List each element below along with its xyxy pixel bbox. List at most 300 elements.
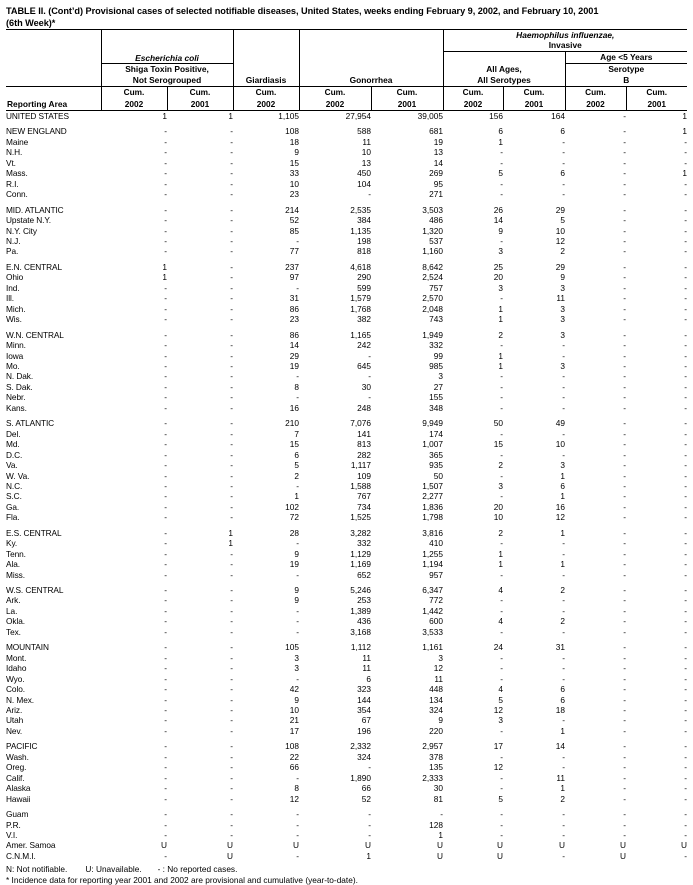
- row-cell-value: 128: [429, 819, 443, 830]
- row-cell-value: 8,642: [422, 261, 443, 272]
- row-cell-value: 365: [429, 449, 443, 460]
- table-row: [6, 351, 687, 361]
- row-cell-value: -: [164, 189, 167, 200]
- row-cell-value: -: [623, 282, 626, 293]
- row-cell-value: U: [293, 840, 299, 851]
- row-cell-value: 3: [498, 246, 503, 257]
- row-cell-value: -: [623, 684, 626, 695]
- row-area-label: Oreg.: [6, 762, 27, 773]
- row-cell-value: 3: [498, 480, 503, 491]
- table-row: [6, 418, 687, 428]
- row-area-label: Mo.: [6, 360, 20, 371]
- row-cell-value: -: [562, 809, 565, 820]
- row-cell-value: -: [230, 157, 233, 168]
- row-cell-value: -: [562, 673, 565, 684]
- row-cell-value: -: [623, 470, 626, 481]
- row-area-label: Ill.: [6, 293, 14, 304]
- row-cell-value: 1,161: [422, 642, 443, 653]
- row-cell-value: -: [623, 371, 626, 382]
- row-cell-value: -: [500, 491, 503, 502]
- row-cell-value: 242: [357, 340, 371, 351]
- row-cell-value: -: [500, 402, 503, 413]
- row-cell-value: -: [296, 605, 299, 616]
- row-cell-value: -: [623, 350, 626, 361]
- row-cell-value: 1: [498, 559, 503, 570]
- row-area-label: Mass.: [6, 168, 28, 179]
- row-cell-value: -: [164, 751, 167, 762]
- row-cell-value: 1: [498, 136, 503, 147]
- row-cell-value: 818: [357, 246, 371, 257]
- row-cell-value: -: [230, 762, 233, 773]
- row-cell-value: -: [230, 673, 233, 684]
- header-blank-a4: [299, 30, 443, 52]
- row-cell-value: 6,347: [422, 585, 443, 596]
- row-cell-value: 2,535: [350, 204, 371, 215]
- row-cell-value: 9: [294, 147, 299, 158]
- header-ecoli-italic: Escherichia coli: [135, 53, 199, 64]
- row-cell-value: 164: [551, 111, 565, 121]
- row-cell-value: -: [296, 569, 299, 580]
- row-cell-value: 5,246: [350, 585, 371, 596]
- row-cell-value: 1: [498, 548, 503, 559]
- row-cell-value: -: [623, 111, 626, 121]
- row-cell-value: -: [623, 178, 626, 189]
- row-cell-value: -: [500, 538, 503, 549]
- table-row: [6, 137, 687, 147]
- row-cell-value: -: [296, 830, 299, 840]
- header-col-hflu-serob-2002: [565, 87, 626, 111]
- row-cell-value: -: [623, 793, 626, 804]
- row-cell-value: -: [230, 402, 233, 413]
- table-row: [6, 429, 687, 439]
- table-row: [6, 392, 687, 402]
- row-cell-value: -: [684, 585, 687, 596]
- row-cell-value: -: [296, 538, 299, 549]
- row-cell-value: 324: [357, 751, 371, 762]
- row-cell-value: -: [623, 491, 626, 502]
- table-row: [6, 126, 687, 136]
- row-area-label: E.S. CENTRAL: [6, 527, 62, 538]
- row-cell-value: -: [684, 303, 687, 314]
- table-row: [6, 684, 687, 694]
- row-cell-value: 410: [429, 538, 443, 549]
- table-row: [6, 236, 687, 246]
- row-cell-value: 30: [361, 381, 371, 392]
- row-area-label: N.C.: [6, 480, 23, 491]
- row-cell-value: 3: [438, 652, 443, 663]
- row-cell-value: -: [164, 512, 167, 523]
- row-cell-value: -: [684, 261, 687, 272]
- header-ecoli-sub2: Not Serogrouped: [132, 75, 202, 86]
- row-cell-value: 33: [289, 168, 299, 179]
- row-cell-value: -: [623, 480, 626, 491]
- row-area-label: Kans.: [6, 402, 27, 413]
- header-col-hflu-allages-2002: [443, 87, 503, 111]
- row-cell-value: -: [684, 293, 687, 304]
- row-cell-value: -: [500, 371, 503, 382]
- row-cell-value: -: [623, 360, 626, 371]
- row-cell-value: -: [230, 235, 233, 246]
- row-cell-value: -: [164, 819, 167, 830]
- row-area-label: Utah: [6, 715, 24, 726]
- header-haemophilus-group: [443, 30, 687, 52]
- row-cell-value: -: [623, 772, 626, 783]
- row-cell-value: 2: [560, 793, 565, 804]
- row-cell-value: 16: [555, 501, 565, 512]
- row-cell-value: 5: [498, 168, 503, 179]
- row-cell-value: -: [368, 762, 371, 773]
- row-cell-value: 1: [366, 850, 371, 861]
- row-cell-value: -: [623, 642, 626, 653]
- row-cell-value: -: [500, 772, 503, 783]
- header-age-under5-cell: [565, 52, 687, 64]
- row-cell-value: -: [562, 350, 565, 361]
- header-row-subgroups: [6, 52, 687, 64]
- table-row: [6, 147, 687, 157]
- row-cell-value: -: [684, 178, 687, 189]
- row-cell-value: 7,076: [350, 418, 371, 429]
- row-cell-value: 14: [493, 215, 503, 226]
- row-cell-value: -: [230, 684, 233, 695]
- row-area-label: W.N. CENTRAL: [6, 329, 64, 340]
- row-cell-value: -: [623, 512, 626, 523]
- table-row: [6, 794, 687, 804]
- row-cell-value: -: [500, 428, 503, 439]
- row-cell-value: -: [368, 830, 371, 840]
- row-cell-value: -: [623, 381, 626, 392]
- table-row: [6, 330, 687, 340]
- row-area-label: Wyo.: [6, 673, 25, 684]
- row-cell-value: 6: [560, 168, 565, 179]
- row-cell-value: 3,282: [350, 527, 371, 538]
- row-cell-value: -: [684, 491, 687, 502]
- row-cell-value: -: [623, 585, 626, 596]
- row-cell-value: -: [684, 663, 687, 674]
- row-cell-value: 2,524: [422, 272, 443, 283]
- row-cell-value: 10: [289, 705, 299, 716]
- row-cell-value: 767: [357, 491, 371, 502]
- row-cell-value: 772: [429, 595, 443, 606]
- row-cell-value: -: [230, 168, 233, 179]
- row-area-label: Conn.: [6, 189, 28, 200]
- row-cell-value: 29: [555, 261, 565, 272]
- row-cell-value: -: [164, 684, 167, 695]
- header-cum-label: Cum.: [396, 87, 418, 98]
- row-cell-value: 537: [429, 235, 443, 246]
- row-cell-value: -: [623, 439, 626, 450]
- row-cell-value: 3: [560, 282, 565, 293]
- row-cell-value: 2: [498, 527, 503, 538]
- row-area-label: Va.: [6, 460, 18, 471]
- row-cell-value: -: [684, 235, 687, 246]
- row-cell-value: -: [562, 751, 565, 762]
- row-cell-value: 9,949: [422, 418, 443, 429]
- header-row-diseases: [6, 64, 687, 87]
- row-cell-value: -: [164, 705, 167, 716]
- row-cell-value: -: [230, 605, 233, 616]
- row-cell-value: -: [623, 215, 626, 226]
- footnote-line-2: * Incidence data for reporting year 2001 and 2002 are provisional and cumulative (year-to-date).: [6, 874, 358, 885]
- row-area-label: Tex.: [6, 626, 21, 637]
- row-cell-value: 13: [361, 157, 371, 168]
- row-cell-value: 141: [357, 428, 371, 439]
- row-cell-value: 588: [357, 126, 371, 137]
- row-cell-value: 50: [493, 418, 503, 429]
- row-cell-value: -: [684, 460, 687, 471]
- row-cell-value: 99: [433, 350, 443, 361]
- row-cell-value: -: [368, 189, 371, 200]
- table-row: [6, 382, 687, 392]
- row-cell-value: -: [684, 157, 687, 168]
- row-cell-value: -: [623, 783, 626, 794]
- row-cell-value: 2,333: [422, 772, 443, 783]
- row-cell-value: 5: [294, 460, 299, 471]
- row-cell-value: 3: [498, 715, 503, 726]
- row-cell-value: 1: [162, 261, 167, 272]
- row-cell-value: 3: [560, 460, 565, 471]
- row-cell-value: 323: [357, 684, 371, 695]
- row-cell-value: U: [620, 840, 626, 851]
- row-cell-value: -: [623, 605, 626, 616]
- row-cell-value: 7: [294, 428, 299, 439]
- row-cell-value: -: [164, 762, 167, 773]
- row-cell-value: 600: [429, 616, 443, 627]
- row-cell-value: 645: [357, 360, 371, 371]
- row-cell-value: -: [230, 439, 233, 450]
- row-cell-value: 3: [438, 371, 443, 382]
- row-area-label: Upstate N.Y.: [6, 215, 52, 226]
- table-title-line1: TABLE II. (Cont’d) Provisional cases of selected notifiable diseases, United States, weeks ending February 9, 2002, and February 10, 2001: [6, 6, 599, 16]
- row-cell-value: -: [368, 809, 371, 820]
- table-row: [6, 340, 687, 350]
- row-cell-value: -: [164, 235, 167, 246]
- table-row: [6, 809, 687, 819]
- row-cell-value: -: [684, 282, 687, 293]
- row-cell-value: -: [296, 392, 299, 403]
- row-cell-value: 156: [489, 111, 503, 121]
- row-area-label: S. Dak.: [6, 381, 33, 392]
- row-cell-value: 332: [429, 340, 443, 351]
- row-cell-value: 3: [560, 303, 565, 314]
- row-cell-value: 11: [362, 136, 371, 147]
- header-cum-label: Cum.: [585, 87, 606, 98]
- row-cell-value: -: [500, 147, 503, 158]
- row-cell-value: -: [623, 402, 626, 413]
- row-cell-value: 1,169: [350, 559, 371, 570]
- table-row: [6, 205, 687, 215]
- footnote-line-1: [6, 864, 687, 874]
- row-cell-value: 6: [560, 480, 565, 491]
- row-cell-value: 210: [285, 418, 299, 429]
- table-row: [6, 616, 687, 626]
- table-row: [6, 439, 687, 449]
- row-area-label: Ariz.: [6, 705, 23, 716]
- table-row: [6, 595, 687, 605]
- header-col-hflu-serob-2001: [626, 87, 687, 111]
- row-area-label: Iowa: [6, 350, 24, 361]
- row-cell-value: -: [623, 548, 626, 559]
- row-cell-value: 486: [429, 215, 443, 226]
- row-cell-value: -: [562, 340, 565, 351]
- row-cell-value: -: [623, 673, 626, 684]
- table-row: [6, 570, 687, 580]
- row-cell-value: -: [296, 626, 299, 637]
- row-cell-value: -: [230, 626, 233, 637]
- row-cell-value: 196: [357, 725, 371, 736]
- row-cell-value: 10: [289, 178, 299, 189]
- row-cell-value: 9: [294, 585, 299, 596]
- header-year-label: 2002: [586, 98, 605, 109]
- header-all-ages-1: All Ages,: [486, 64, 522, 75]
- row-cell-value: -: [684, 705, 687, 716]
- row-cell-value: -: [623, 694, 626, 705]
- row-area-label: W. Va.: [6, 470, 30, 481]
- row-cell-value: -: [230, 460, 233, 471]
- row-cell-value: -: [230, 512, 233, 523]
- header-year-label: 2001: [647, 98, 666, 109]
- row-cell-value: -: [164, 157, 167, 168]
- row-cell-value: -: [164, 371, 167, 382]
- table-row: [6, 674, 687, 684]
- row-cell-value: -: [500, 340, 503, 351]
- header-cum-label: Cum.: [523, 87, 545, 98]
- row-cell-value: 1,588: [350, 480, 371, 491]
- row-cell-value: 2: [498, 460, 503, 471]
- row-cell-value: -: [164, 715, 167, 726]
- row-cell-value: -: [500, 157, 503, 168]
- row-cell-value: 6: [366, 673, 371, 684]
- row-cell-value: -: [164, 392, 167, 403]
- row-cell-value: -: [296, 809, 299, 820]
- row-cell-value: -: [684, 642, 687, 653]
- row-cell-value: 253: [357, 595, 371, 606]
- row-cell-value: -: [164, 381, 167, 392]
- row-cell-value: 5: [498, 793, 503, 804]
- row-cell-value: 1: [560, 783, 565, 794]
- header-serotype-2: B: [623, 75, 630, 86]
- row-cell-value: -: [684, 652, 687, 663]
- row-area-label: Wis.: [6, 314, 22, 325]
- row-cell-value: 2: [560, 616, 565, 627]
- row-cell-value: 384: [357, 215, 371, 226]
- row-cell-value: -: [684, 762, 687, 773]
- row-cell-value: -: [164, 538, 167, 549]
- header-ecoli-sub1: Shiga Toxin Positive,: [125, 64, 209, 75]
- row-cell-value: 1,112: [350, 642, 371, 653]
- row-cell-value: -: [230, 694, 233, 705]
- row-area-label: MID. ATLANTIC: [6, 204, 64, 215]
- row-cell-value: -: [684, 616, 687, 627]
- header-blank-a2: [101, 30, 233, 52]
- row-cell-value: 1: [682, 111, 687, 121]
- row-cell-value: 282: [357, 449, 371, 460]
- row-cell-value: -: [684, 772, 687, 783]
- header-giardiasis-cell: [233, 64, 299, 87]
- row-cell-value: -: [500, 751, 503, 762]
- row-cell-value: -: [164, 501, 167, 512]
- row-cell-value: -: [623, 136, 626, 147]
- row-cell-value: 269: [429, 168, 443, 179]
- row-cell-value: 1: [560, 491, 565, 502]
- row-area-label: Minn.: [6, 340, 26, 351]
- row-cell-value: -: [164, 772, 167, 783]
- row-area-label: N.Y. City: [6, 225, 37, 236]
- row-cell-value: -: [562, 819, 565, 830]
- row-cell-value: -: [684, 741, 687, 752]
- row-cell-value: 1,890: [350, 772, 371, 783]
- row-cell-value: -: [623, 449, 626, 460]
- row-cell-value: -: [623, 246, 626, 257]
- row-cell-value: U: [497, 850, 503, 861]
- header-ecoli-italic-cell: [101, 52, 233, 64]
- row-cell-value: 17: [493, 741, 503, 752]
- row-cell-value: -: [623, 751, 626, 762]
- header-col-giardiasis-2002: [233, 87, 299, 111]
- row-cell-value: -: [164, 527, 167, 538]
- row-cell-value: -: [684, 449, 687, 460]
- row-cell-value: -: [500, 470, 503, 481]
- row-cell-value: 2,332: [350, 741, 371, 752]
- row-cell-value: -: [684, 548, 687, 559]
- row-cell-value: -: [164, 360, 167, 371]
- row-area-label: E.N. CENTRAL: [6, 261, 62, 272]
- row-cell-value: 97: [289, 272, 299, 283]
- row-cell-value: -: [684, 501, 687, 512]
- row-cell-value: -: [684, 830, 687, 840]
- row-cell-value: 652: [357, 569, 371, 580]
- row-cell-value: -: [230, 428, 233, 439]
- row-cell-value: 2,957: [422, 741, 443, 752]
- row-cell-value: -: [623, 569, 626, 580]
- row-area-label: R.I.: [6, 178, 19, 189]
- row-cell-value: -: [623, 272, 626, 283]
- row-cell-value: -: [684, 569, 687, 580]
- row-cell-value: -: [684, 470, 687, 481]
- row-cell-value: -: [164, 314, 167, 325]
- table-row: [6, 783, 687, 793]
- row-cell-value: -: [230, 741, 233, 752]
- row-cell-value: -: [500, 235, 503, 246]
- table-row: [6, 653, 687, 663]
- row-cell-value: -: [684, 673, 687, 684]
- header-cum-label: Cum.: [255, 87, 277, 98]
- row-cell-value: 39,005: [417, 111, 443, 121]
- row-area-label: Hawaii: [6, 793, 31, 804]
- row-cell-value: -: [230, 178, 233, 189]
- header-year-label: 2002: [256, 98, 276, 109]
- header-all-ages-2: All Serotypes: [477, 75, 531, 86]
- row-cell-value: -: [684, 225, 687, 236]
- table-row: [6, 715, 687, 725]
- row-cell-value: -: [562, 569, 565, 580]
- table-row: [6, 695, 687, 705]
- row-cell-value: 10: [555, 439, 565, 450]
- header-blank-a3: [233, 30, 299, 52]
- header-cum-label: Cum.: [646, 87, 668, 98]
- row-cell-value: -: [230, 559, 233, 570]
- row-cell-value: -: [562, 157, 565, 168]
- row-cell-value: -: [500, 293, 503, 304]
- row-cell-value: 985: [429, 360, 443, 371]
- row-cell-value: -: [562, 178, 565, 189]
- row-cell-value: -: [623, 809, 626, 820]
- row-cell-value: 22: [289, 751, 299, 762]
- row-cell-value: 12: [555, 235, 565, 246]
- row-cell-value: -: [164, 402, 167, 413]
- row-cell-value: -: [164, 350, 167, 361]
- row-cell-value: -: [562, 605, 565, 616]
- row-cell-value: -: [623, 293, 626, 304]
